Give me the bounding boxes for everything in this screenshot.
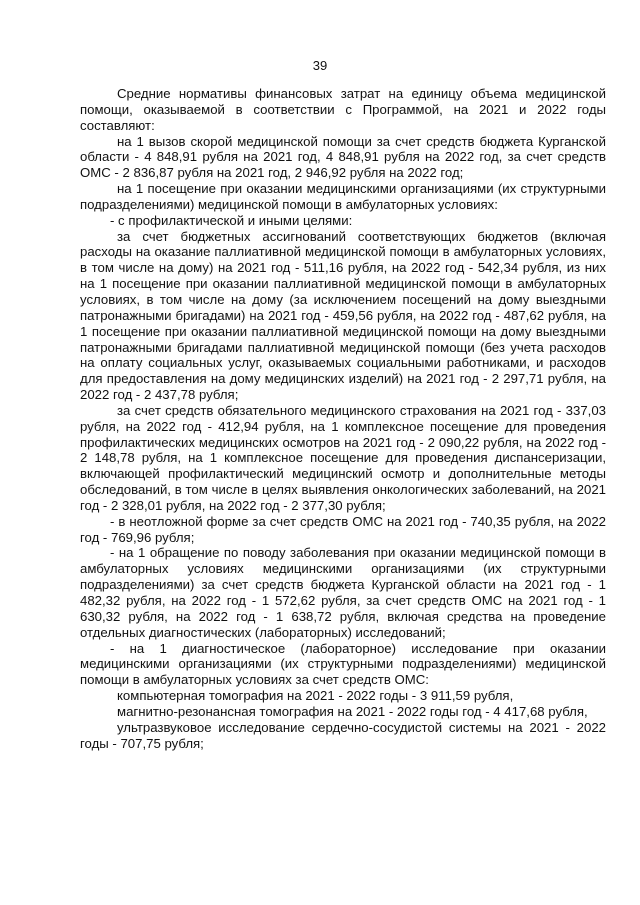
paragraph-disease-appeal: - на 1 обращение по поводу заболевания при оказании медицинской помощи в амбулаторных условиях медицинскими организациями (их структурными подразделениями) за счет средств бюджета Курганской области на 2021 год - 1 482,32 рубля, на 2022 год - 1 572,62 рубля, за счет средств ОМС на 2021 год - 1 630,32 рубля, на 2022 год - 1 638,72 рубля, включая средства на проведение отдельных диагностических (лабораторных) исследований; (80, 545, 606, 640)
paragraph-ambulance-call: на 1 вызов скорой медицинской помощи за счет средств бюджета Курганской области - 4 848,91 рубля на 2021 год, 4 848,91 рубля на 2022 год, за счет средств ОМС - 2 836,87 рубля на 2021 год, 2 946,92 рубля на 2022 год; (80, 133, 606, 181)
paragraph-ultrasound: ультразвуковое исследование сердечно-сосудистой системы на 2021 - 2022 годы - 707,75 рубля; (80, 719, 606, 751)
page-number: 39 (312, 58, 328, 73)
paragraph-budget-funding: за счет бюджетных ассигнований соответствующих бюджетов (включая расходы на оказание паллиативной медицинской помощи в амбулаторных условиях, в том числе на дому) на 2021 год - 511,16 рубля, на 2022 год - 542,34 рубля, из них на 1 посещение при оказании паллиативной медицинской помощи в амбулаторных условиях, в том числе на дому (за исключением посещений на дому выездными патронажными бригадами) на 2021 год - 459,56 рубля, на 2022 год - 487,62 рубля, на 1 посещение при оказании паллиативной медицинской помощи на дому выездными патронажными бригадами паллиативной медицинской помощи (без учета расходов на оплату социальных услуг, оказываемых социальными работниками, и расходов для предоставления на дому медицинских изделий) на 2021 год - 2 297,71 рубля, на 2022 год - 2 437,78 рубля; (80, 228, 606, 403)
paragraph-outpatient-visit: на 1 посещение при оказании медицинскими организациями (их структурными подразделениями) медицинской помощи в амбулаторных условиях: (80, 181, 606, 212)
paragraph-urgent-care: - в неотложной форме за счет средств ОМС на 2021 год - 740,35 рубля, на 2022 год - 769,96 рубля; (80, 513, 606, 545)
paragraph-intro: Средние нормативы финансовых затрат на единицу объема медицинской помощи, оказываемой в соответствии с Программой, на 2021 и 2022 годы составляют: (80, 86, 606, 133)
paragraph-diagnostic-test: - на 1 диагностическое (лабораторное) исследование при оказании медицинскими организациями (их структурными подразделениями) медицинской помощи в амбулаторных условиях за счет средств ОМС: (80, 640, 606, 688)
paragraph-oms-funding: за счет средств обязательного медицинского страхования на 2021 год - 337,03 рубля, на 2022 год - 412,94 рубля, на 1 комплексное посещение для проведения профилактических медицинских осмотров на 2021 год - 2 090,22 рубля, на 2022 год - 2 148,78 рубля, на 1 комплексное посещение для проведения диспансеризации, включающей профилактический медицинский осмотр и дополнительные методы обследований, в том числе в целях выявления онкологических заболеваний, на 2021 год - 2 328,01 рубля, на 2022 год - 2 377,30 рубля; (80, 402, 606, 513)
paragraph-preventive-heading: - с профилактической и иными целями: (110, 212, 353, 228)
paragraph-mri: магнитно-резонансная томография на 2021 - 2022 годы год - 4 417,68 рубля, (117, 703, 588, 719)
paragraph-computed-tomography: компьютерная томография на 2021 - 2022 годы - 3 911,59 рубля, (117, 688, 514, 704)
document-body (80, 86, 606, 751)
